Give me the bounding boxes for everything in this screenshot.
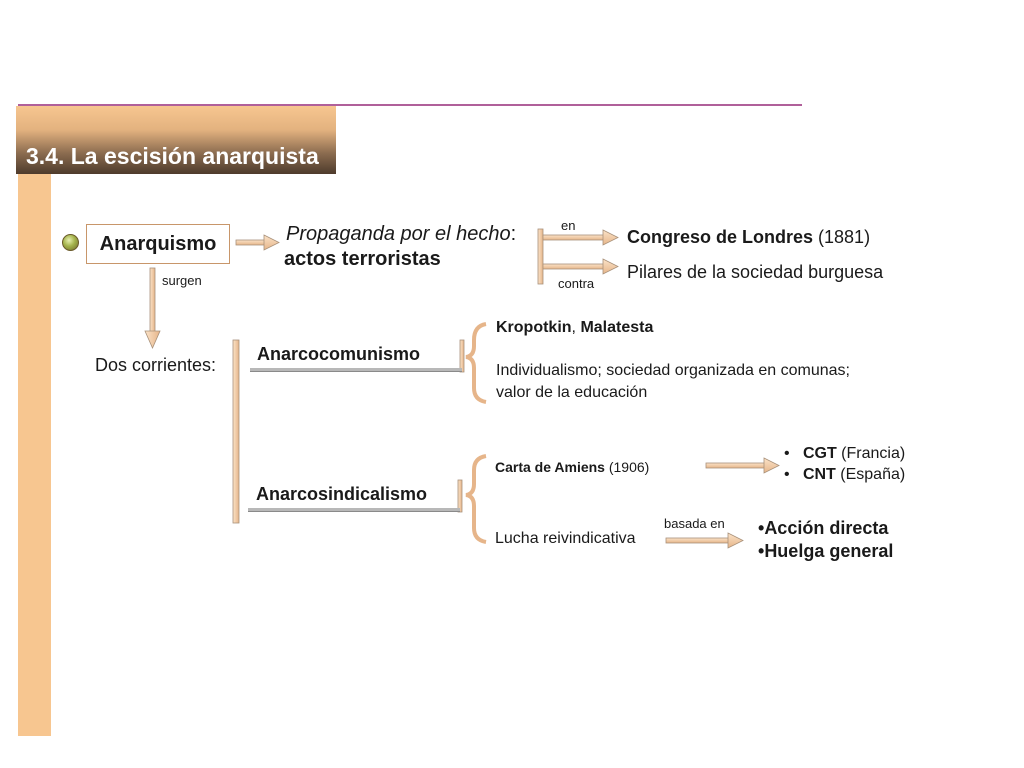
cnt: CNT [802,466,836,483]
pilares-label: Pilares de la sociedad burguesa [627,262,884,282]
list-item: •Acción directa [758,518,889,538]
anarcosindicalismo-label: Anarcosindicalismo [256,484,428,504]
individualismo-line1: Individualismo; sociedad organizada en comunas; [496,362,850,379]
carta-year: (1906) [604,459,650,475]
list-item: •Huelga general [758,541,894,561]
propaganda-italic: Propaganda por el hecho [286,223,511,245]
bracket-corrientes [233,340,239,523]
cgt-country: (Francia) [836,445,906,462]
individualismo-line2: valor de la educación [496,384,648,401]
bullet-icon [62,234,79,251]
actos-terroristas: actos terroristas [284,248,441,270]
en-label: en [561,218,576,233]
dos-corrientes: Dos corrientes: [95,355,217,375]
brace-anarcocomunismo [466,324,486,402]
list-item: • CGT (Francia) [784,445,906,462]
anarcosindicalismo-underline [248,508,460,512]
huelga-general: Huelga general [764,541,894,561]
arrow-basada [666,533,743,548]
congreso-year: (1881) [813,227,871,247]
surgen-label: surgen [162,273,202,288]
brace-anarcosindicalismo [466,456,486,542]
arrow-surgen [145,268,160,348]
anarcocomunismo-label: Anarcocomunismo [257,344,421,364]
propaganda-colon: : [510,223,517,245]
kropotkin-sep: , [571,319,581,336]
malatesta: Malatesta [580,319,654,336]
arrow-contra [543,259,618,274]
carta-de-amiens [495,459,649,475]
unions-list [784,445,905,484]
arrow-anarquismo-propaganda [236,235,279,250]
acciones-list [758,518,893,562]
congreso-de-londres [627,227,870,248]
anarcocomunismo-underline [250,368,462,372]
arrow-en [543,230,618,245]
list-item: • CNT (España) [784,466,906,483]
propaganda-label [286,223,516,246]
lucha-reivindicativa: Lucha reivindicativa [495,530,636,547]
kropotkin-malatesta [496,319,653,337]
carta-bold: Carta de Amiens [495,459,605,475]
cgt: CGT [802,445,837,462]
arrow-carta-unions [706,458,779,473]
bracket-propaganda [538,229,543,284]
accion-directa: Acción directa [764,518,889,538]
slide-title: 3.4. La escisión anarquista [26,143,319,169]
congreso-bold: Congreso de Londres [627,227,814,247]
contra-label: contra [558,276,595,291]
basada-en-label: basada en [664,516,725,531]
anarquismo-box: Anarquismo [86,224,230,264]
kropotkin: Kropotkin [496,319,572,336]
cnt-country: (España) [835,466,906,483]
